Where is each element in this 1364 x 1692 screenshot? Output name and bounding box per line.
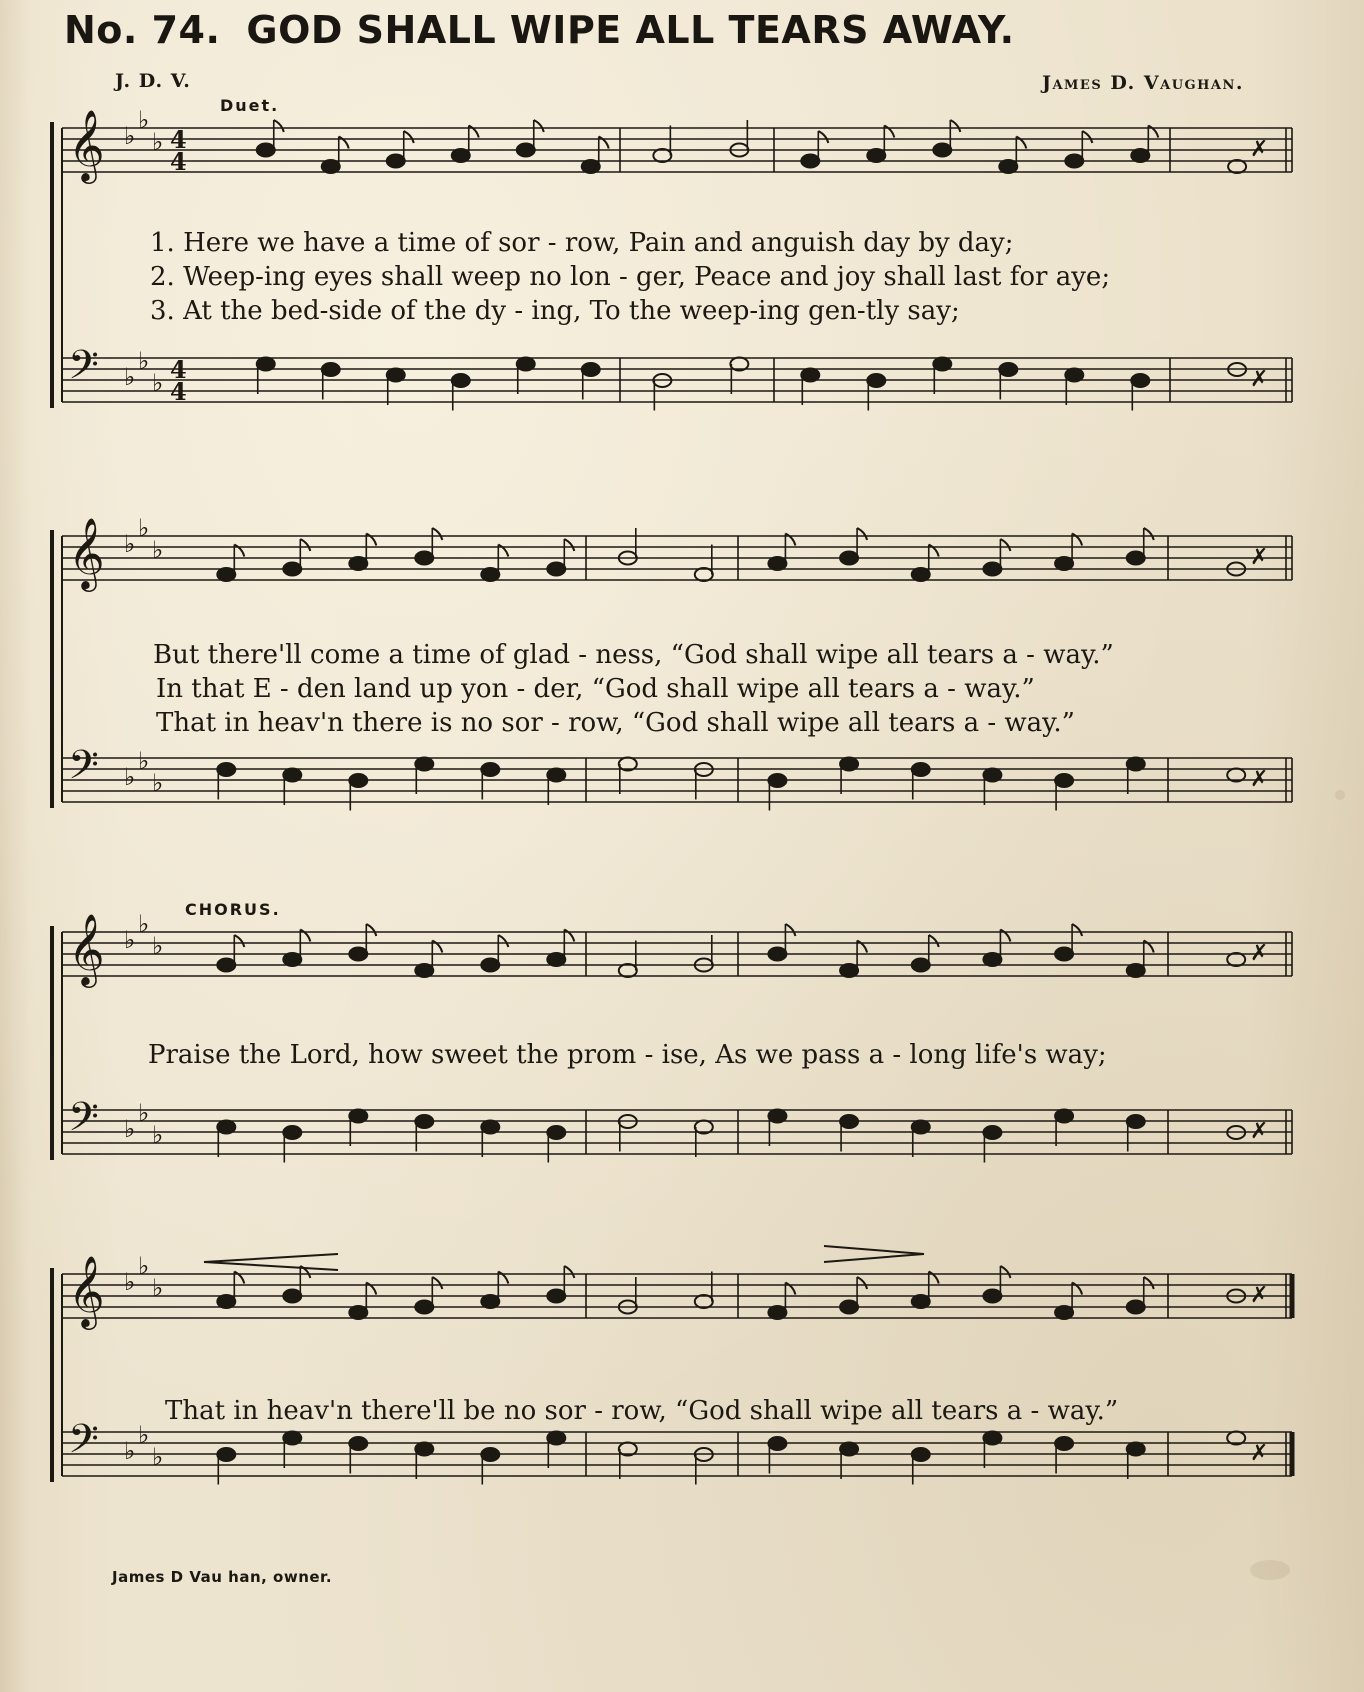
note-flag (857, 528, 867, 540)
notehead (983, 953, 1001, 966)
copyright-notice: James D Vau han, owner. (112, 1568, 333, 1586)
notehead (283, 953, 301, 966)
notehead (1131, 149, 1149, 162)
note-flag (300, 539, 310, 551)
chorus-line-1: Praise the Lord, how sweet the prom - ise, As we pass a - long life's way; (148, 1040, 1107, 1070)
notehead (768, 774, 786, 787)
notehead (1065, 155, 1083, 168)
notehead (933, 358, 951, 371)
notehead (912, 1448, 930, 1461)
verse-3-line-1: 3. At the bed-side of the dy - ing, To the weep-ing gen-tly say; (150, 296, 960, 326)
notehead (983, 1290, 1001, 1303)
notehead (217, 1121, 235, 1134)
notehead (452, 149, 470, 162)
notehead (387, 155, 405, 168)
note-flag (1082, 131, 1092, 143)
staff-lines (62, 128, 1292, 1476)
notehead (1127, 1115, 1145, 1128)
notehead (1127, 552, 1145, 565)
notehead (415, 1115, 433, 1128)
notehead (415, 1301, 433, 1314)
notehead (983, 563, 1001, 576)
note-flag (1072, 924, 1082, 936)
flat-sign: ♭ (152, 1121, 164, 1149)
flat-sign: ♭ (138, 347, 150, 375)
notehead (517, 144, 535, 157)
chorus-marking: CHORUS. (185, 900, 281, 919)
flat-sign: ♭ (138, 106, 150, 134)
flat-sign: ♭ (152, 932, 164, 960)
notehead (547, 1126, 565, 1139)
note-flag (366, 924, 376, 936)
flat-sign: ♭ (152, 1274, 164, 1302)
rest: ✗ (1250, 1283, 1269, 1308)
note-flag (498, 935, 508, 947)
notehead (349, 1110, 367, 1123)
notehead (349, 1306, 367, 1319)
notehead (387, 369, 405, 382)
notehead (217, 1448, 235, 1461)
notehead (768, 1110, 786, 1123)
flat-sign: ♭ (138, 747, 150, 775)
notehead (912, 1121, 930, 1134)
rest: ✗ (1250, 1119, 1269, 1144)
bass-clef: 𝄢 (68, 1416, 99, 1472)
notehead (547, 953, 565, 966)
notehead (582, 363, 600, 376)
notehead (768, 1437, 786, 1450)
notehead (481, 959, 499, 972)
note-flag (818, 131, 828, 143)
notehead (349, 557, 367, 570)
flat-sign: ♭ (124, 122, 136, 150)
notehead (840, 552, 858, 565)
notehead (912, 568, 930, 581)
flat-sign: ♭ (124, 926, 136, 954)
note-flag (1000, 1266, 1010, 1278)
time-sig-top: 4 (170, 355, 187, 384)
notehead (415, 758, 433, 771)
notehead (217, 568, 235, 581)
notehead (349, 948, 367, 961)
notehead (257, 144, 275, 157)
note-flag (1000, 539, 1010, 551)
chorus-line-2: That in heav'n there'll be no sor - row, “God shall wipe all tears a - way.” (165, 1396, 1119, 1426)
notehead (1127, 964, 1145, 977)
notehead (349, 1437, 367, 1450)
notehead (1055, 774, 1073, 787)
notehead (481, 568, 499, 581)
bass-clef: 𝄢 (68, 742, 99, 798)
notehead (695, 568, 713, 581)
notehead (801, 369, 819, 382)
notehead (283, 1290, 301, 1303)
verse-2-line-2: In that E - den land up yon - der, “God shall wipe all tears a - way.” (156, 674, 1035, 704)
lyricist-credit: J. D. V. (115, 70, 191, 92)
flat-sign: ♭ (152, 536, 164, 564)
notehead (840, 1115, 858, 1128)
flat-sign: ♭ (152, 128, 164, 156)
note-flag (857, 1277, 867, 1289)
verse-1-line-2: But there'll come a time of glad - ness, “God shall wipe all tears a - way.” (153, 640, 1114, 670)
flat-sign: ♭ (138, 1421, 150, 1449)
notehead (1127, 758, 1145, 771)
treble-clef: 𝄞 (68, 108, 105, 181)
notehead (1227, 953, 1245, 966)
rest: ✗ (1250, 1441, 1269, 1466)
verse-2-line-1: 2. Weep-ing eyes shall weep no lon - ger, Peace and joy shall last for aye; (150, 262, 1111, 292)
notehead (582, 160, 600, 173)
note-flag (1144, 1277, 1154, 1289)
bass-clef: 𝄢 (68, 342, 99, 398)
rest: ✗ (1250, 545, 1269, 570)
note-flag (785, 924, 795, 936)
note-flag (534, 120, 544, 132)
notehead (840, 964, 858, 977)
notehead (999, 363, 1017, 376)
notehead (217, 1295, 235, 1308)
notehead (999, 160, 1017, 173)
notehead (840, 758, 858, 771)
notehead (768, 1306, 786, 1319)
rest: ✗ (1250, 941, 1269, 966)
notehead (349, 774, 367, 787)
notehead (415, 552, 433, 565)
notehead (322, 160, 340, 173)
notehead (547, 769, 565, 782)
flat-sign: ♭ (124, 530, 136, 558)
time-sig-bottom: 4 (170, 377, 187, 406)
notehead (283, 769, 301, 782)
notehead (547, 1290, 565, 1303)
verse-3-line-2: That in heav'n there is no sor - row, “God shall wipe all tears a - way.” (156, 708, 1075, 738)
crescendo-hairpin (204, 1254, 338, 1270)
flat-sign: ♭ (124, 363, 136, 391)
notehead (983, 1126, 1001, 1139)
flat-sign: ♭ (138, 514, 150, 542)
flat-sign: ♭ (124, 1268, 136, 1296)
notehead (695, 1295, 713, 1308)
hymn-title: GOD SHALL WIPE ALL TEARS AWAY. (246, 8, 1015, 52)
note-flag (432, 528, 442, 540)
notehead (653, 149, 671, 162)
notehead (217, 959, 235, 972)
notehead (415, 1443, 433, 1456)
notehead (1127, 1443, 1145, 1456)
notehead (768, 557, 786, 570)
notehead (867, 149, 885, 162)
notehead (801, 155, 819, 168)
notehead (1055, 948, 1073, 961)
note-flag (432, 1277, 442, 1289)
flat-sign: ♭ (152, 1443, 164, 1471)
notehead (452, 374, 470, 387)
notehead (983, 769, 1001, 782)
notehead (481, 763, 499, 776)
treble-clef: 𝄞 (68, 1254, 105, 1327)
notehead (283, 563, 301, 576)
notehead (867, 374, 885, 387)
notehead (1127, 1301, 1145, 1314)
flat-sign: ♭ (124, 1437, 136, 1465)
flat-sign: ♭ (138, 910, 150, 938)
note-flag (1144, 528, 1154, 540)
note-flag (564, 1266, 574, 1278)
rest: ✗ (1250, 767, 1269, 792)
notehead (983, 1432, 1001, 1445)
notehead (1228, 160, 1246, 173)
notehead (283, 1126, 301, 1139)
notehead (481, 1121, 499, 1134)
notehead (619, 964, 637, 977)
notehead (283, 1432, 301, 1445)
composer-credit: James D. Vaughan. (1041, 72, 1244, 94)
flat-sign: ♭ (138, 1252, 150, 1280)
hymn-number: No. 74. (64, 8, 221, 52)
notehead (840, 1301, 858, 1314)
treble-clef: 𝄞 (68, 516, 105, 589)
notehead (322, 363, 340, 376)
notehead (257, 358, 275, 371)
notehead (1065, 369, 1083, 382)
notehead (481, 1295, 499, 1308)
notehead (768, 948, 786, 961)
notehead (1131, 374, 1149, 387)
flat-sign: ♭ (152, 769, 164, 797)
note-flag (234, 935, 244, 947)
notehead (912, 1295, 930, 1308)
notehead (481, 1448, 499, 1461)
system-brackets (52, 122, 62, 1482)
notehead (217, 763, 235, 776)
note-flag (404, 131, 414, 143)
note-flag (274, 120, 284, 132)
note-flag (929, 935, 939, 947)
bass-clef: 𝄢 (68, 1094, 99, 1150)
flat-sign: ♭ (124, 763, 136, 791)
notehead (1055, 1306, 1073, 1319)
decrescendo-hairpin (824, 1246, 924, 1262)
notehead (547, 563, 565, 576)
notehead (1055, 1110, 1073, 1123)
treble-clef: 𝄞 (68, 912, 105, 985)
notehead (517, 358, 535, 371)
clefs (68, 108, 105, 1472)
duet-marking: Duet. (220, 96, 280, 115)
notehead (912, 959, 930, 972)
notehead (840, 1443, 858, 1456)
note-flag (950, 120, 960, 132)
note-flag (564, 539, 574, 551)
notehead (415, 964, 433, 977)
flat-sign: ♭ (124, 1115, 136, 1143)
verse-1-line-1: 1. Here we have a time of sor - row, Pain and anguish day by day; (150, 228, 1014, 258)
flat-sign: ♭ (138, 1099, 150, 1127)
time-sig-bottom: 4 (170, 147, 187, 176)
rest: ✗ (1250, 137, 1269, 162)
notehead (547, 1432, 565, 1445)
notehead (912, 763, 930, 776)
notehead (1055, 557, 1073, 570)
rest: ✗ (1250, 367, 1269, 392)
flat-sign: ♭ (152, 369, 164, 397)
time-sig-top: 4 (170, 125, 187, 154)
notehead (933, 144, 951, 157)
notehead (1055, 1437, 1073, 1450)
